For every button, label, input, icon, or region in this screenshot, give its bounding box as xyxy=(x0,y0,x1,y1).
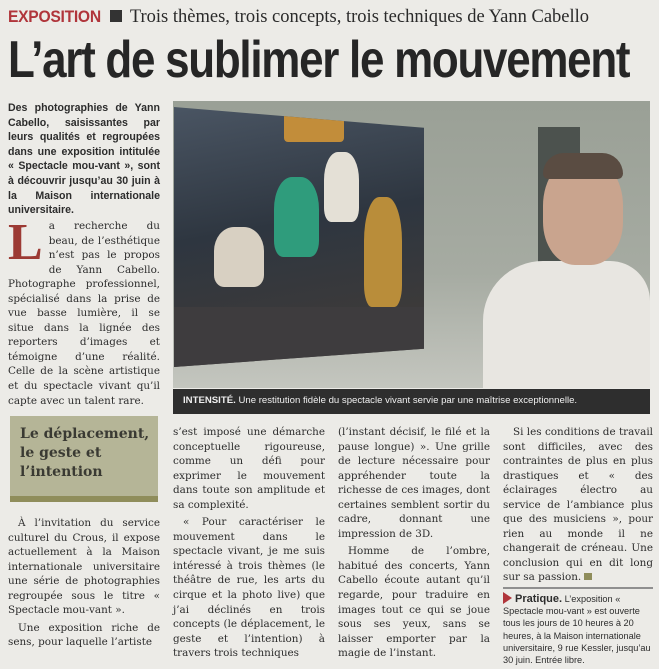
end-mark-icon xyxy=(584,573,592,580)
lead-paragraph: Des photographies de Yann Cabello, saisissantes par leurs qualités et regroupées dans une exposition intitulée « Spectacle mou-vant », sont à découvrir jusqu’au 30 juin à la Maison internationale universitaire. xyxy=(8,102,160,217)
paragraph-4a: « Pour caractériser le mouvement dans le spectacle vivant, je me suis intéressé à trois thèmes (le théâtre de rue, les arts du cirque et la photo live) que j’ai déclinés en trois concepts (le déplacement, le geste et l’intention) à travers trois techniques xyxy=(173,516,325,660)
headline: L’art de sublimer le mouvement xyxy=(8,31,630,89)
practical-text: L’exposition « Spectacle mou-vant » est ouverte tous les jours de 10 heures à 20 heures, à la Maison internationale universitaire, 9 rue Kessler, jusqu’au 30 juin. Entrée libre. xyxy=(503,594,651,666)
paragraph-2: À l’invitation du service culturel du Crous, il expose actuellement à la Maison internationale universitaire une série de photographies regroupée sous le titre « Spectacle mou-vant ». xyxy=(8,517,160,617)
divider xyxy=(503,587,653,589)
kicker-subtitle: Trois thèmes, trois concepts, trois techniques de Yann Cabello xyxy=(129,7,590,27)
article-photo xyxy=(173,101,650,388)
section-tag: EXPOSITION xyxy=(8,7,101,26)
photo-caption xyxy=(173,389,650,414)
photographer-portrait xyxy=(473,151,650,388)
body-column-1 xyxy=(8,214,160,408)
body-column-3 xyxy=(338,425,490,661)
body-column-2 xyxy=(173,425,325,661)
intertitle-box xyxy=(10,416,158,502)
paragraph-1: a recherche du beau, de l’esthétique n’est pas le propos de Yann Cabello. Photographe professionnel, spécialisé dans la prise de vue basse lumière, il se situe dans la lignée des reporters d’images et témoigne d’une réalité. Celle de la scène artistique et du spectacle vivant qu’il capte avec un talent rare. xyxy=(8,220,160,407)
practical-info xyxy=(503,592,657,666)
paragraph-3a: Une exposition riche de sens, pour laquelle l’artiste xyxy=(8,621,160,649)
paragraph-5: Homme de l’ombre, habitué des concerts, Yann Cabello écoute autant qu’il regarde, pour traduire en images tout ce qui se joue sous ses yeux, sans se laisser emporter par la magie de l’instant. xyxy=(338,545,490,660)
body-column-1-bottom xyxy=(8,516,160,650)
body-column-4 xyxy=(503,425,653,585)
caption-label: INTENSITÉ. xyxy=(183,395,236,406)
caption-text: Une restitution fidèle du spectacle vivant servie par une maîtrise exceptionnelle. xyxy=(238,395,578,406)
drop-cap: L xyxy=(8,214,43,271)
kicker xyxy=(8,6,655,28)
intertitle: Le déplacement, le geste et l’intention xyxy=(20,426,150,480)
arrow-icon xyxy=(503,592,512,604)
paragraph-4b: (l’instant décisif, le filé et la pause longue) ». Une grille de lecture nécessaire pour appréhender toute la richesse de ces images, dont certaines semblent sortir du cadre, donnant une impression de 3D. xyxy=(338,426,490,540)
paragraph-6: Si les conditions de travail sont difficiles, avec des contraintes de plus en plus drastiques et « des éclairages électro au service de l’ambiance plus que des musiciens », pour rien au monde il ne changerait de créneau. Une conclusion qui en dit long sur sa passion. xyxy=(503,426,653,584)
intertitle-bar xyxy=(10,496,158,502)
practical-label: Pratique. xyxy=(515,593,563,605)
stage-photograph-print xyxy=(174,107,424,367)
square-bullet-icon xyxy=(110,10,122,22)
paragraph-3b: s’est imposé une démarche conceptuelle rigoureuse, comme un défi pour exprimer le mouvement dans toute son amplitude et sa complexité. xyxy=(173,426,325,511)
